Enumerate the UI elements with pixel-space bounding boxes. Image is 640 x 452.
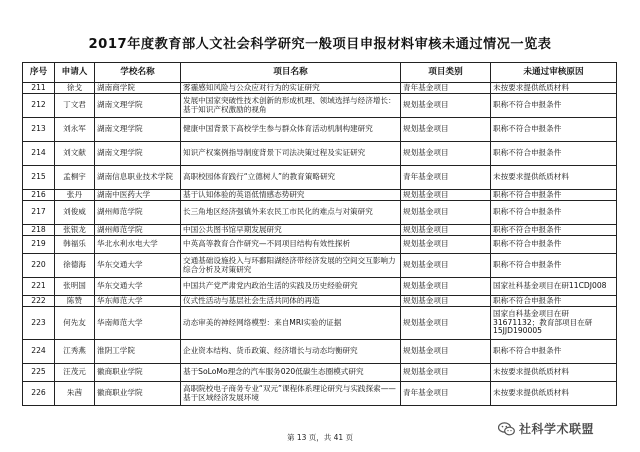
table-row	[23, 382, 617, 406]
review-table	[22, 62, 617, 406]
applicant-name: 陈赞	[55, 296, 95, 307]
school-name: 湖州师范学院	[95, 225, 181, 236]
rejection-reason: 职称不符合申报条件	[491, 94, 617, 118]
header-school: 学校名称	[95, 63, 181, 83]
applicant-name: 徐戈	[55, 83, 95, 94]
project-type: 规划基金项目	[401, 225, 491, 236]
project-type: 规划基金项目	[401, 201, 491, 225]
table-row	[23, 364, 617, 382]
table-row	[23, 166, 617, 190]
rejection-reason: 职称不符合申报条件	[491, 296, 617, 307]
project-title: 动态审美的神经网络模型：来自MRI实验的证据	[181, 307, 401, 340]
school-name: 华东交通大学	[95, 254, 181, 278]
rejection-reason: 国家自科基金项目在研31671132；教育部项目在研15JJD190005	[491, 307, 617, 340]
header-project-title: 项目名称	[181, 63, 401, 83]
school-name: 徽商职业学院	[95, 364, 181, 382]
school-name: 华东交通大学	[95, 278, 181, 296]
project-type: 青年基金项目	[401, 382, 491, 406]
wechat-icon	[498, 421, 515, 435]
project-type: 规划基金项目	[401, 190, 491, 201]
project-type: 青年基金项目	[401, 166, 491, 190]
rejection-reason: 职称不符合申报条件	[491, 118, 617, 142]
project-title: 基于SoLoMo理念的汽车服务020低碳生态圈模式研究	[181, 364, 401, 382]
row-number: 225	[23, 364, 55, 382]
project-title: 高职校园体育践行“立德树人”的教育策略研究	[181, 166, 401, 190]
applicant-name: 江秀燕	[55, 340, 95, 364]
rejection-reason: 职称不符合申报条件	[491, 190, 617, 201]
project-type: 规划基金项目	[401, 236, 491, 254]
applicant-name: 孟桐宇	[55, 166, 95, 190]
project-title: 健康中国背景下高校学生参与群众体育活动机制构建研究	[181, 118, 401, 142]
project-type: 规划基金项目	[401, 364, 491, 382]
header-project-type: 项目类别	[401, 63, 491, 83]
table-row	[23, 278, 617, 296]
project-type: 规划基金项目	[401, 94, 491, 118]
school-name: 华南师范大学	[95, 307, 181, 340]
school-name: 湖南商学院	[95, 83, 181, 94]
table-row	[23, 340, 617, 364]
table-row	[23, 142, 617, 166]
applicant-name: 朱茜	[55, 382, 95, 406]
row-number: 217	[23, 201, 55, 225]
project-type: 规划基金项目	[401, 142, 491, 166]
row-number: 224	[23, 340, 55, 364]
rejection-reason: 职称不符合申报条件	[491, 142, 617, 166]
rejection-reason: 国家社科基金项目在研11CDJ008	[491, 278, 617, 296]
rejection-reason: 未按要求提供纸质材料	[491, 166, 617, 190]
document-title: 2017年度教育部人文社会科学研究一般项目申报材料审核未通过情况一览表	[88, 37, 552, 52]
school-name: 湖南信息职业技术学院	[95, 166, 181, 190]
applicant-name: 张丹	[55, 190, 95, 201]
school-name: 湖南中医药大学	[95, 190, 181, 201]
table-row	[23, 307, 617, 340]
applicant-name: 韩福乐	[55, 236, 95, 254]
row-number: 212	[23, 94, 55, 118]
applicant-name: 张明国	[55, 278, 95, 296]
table-header-row	[23, 63, 617, 83]
table-row	[23, 236, 617, 254]
table-row	[23, 254, 617, 278]
rejection-reason: 职称不符合申报条件	[491, 201, 617, 225]
school-name: 华东师范大学	[95, 296, 181, 307]
header-no: 序号	[23, 63, 55, 83]
project-type: 规划基金项目	[401, 278, 491, 296]
row-number: 216	[23, 190, 55, 201]
applicant-name: 何先友	[55, 307, 95, 340]
header-reason: 未通过审核原因	[491, 63, 617, 83]
project-title: 交通基础设施投入与环鄱阳湖经济带经济发展的空间交互影响力综合分析及对策研究	[181, 254, 401, 278]
project-type: 规划基金项目	[401, 296, 491, 307]
rejection-reason: 未按要求提供纸质材料	[491, 83, 617, 94]
project-title: 仪式性活动与基层社会生活共同体的再造	[181, 296, 401, 307]
row-number: 219	[23, 236, 55, 254]
applicant-name: 汪茂元	[55, 364, 95, 382]
project-title: 长三角地区经济强镇外来农民工市民化的难点与对策研究	[181, 201, 401, 225]
project-type: 规划基金项目	[401, 307, 491, 340]
project-type: 规划基金项目	[401, 254, 491, 278]
applicant-name: 徐德海	[55, 254, 95, 278]
project-title: 中英高等教育合作研究—不同项目结构有效性探析	[181, 236, 401, 254]
school-name: 徽商职业学院	[95, 382, 181, 406]
school-name: 湖南文理学院	[95, 142, 181, 166]
project-title: 中国公共图书馆早期发展研究	[181, 225, 401, 236]
row-number: 214	[23, 142, 55, 166]
applicant-name: 刘俊威	[55, 201, 95, 225]
row-number: 226	[23, 382, 55, 406]
project-title: 发展中国家突破性技术创新的形成机理、领域选择与经济增长：基于知识产权激励的视角	[181, 94, 401, 118]
row-number: 223	[23, 307, 55, 340]
table-row	[23, 296, 617, 307]
applicant-name: 张银龙	[55, 225, 95, 236]
project-type: 规划基金项目	[401, 118, 491, 142]
watermark	[498, 418, 638, 438]
row-number: 211	[23, 83, 55, 94]
table-row	[23, 225, 617, 236]
school-name: 湖南文理学院	[95, 94, 181, 118]
row-number: 220	[23, 254, 55, 278]
rejection-reason: 职称不符合申报条件	[491, 225, 617, 236]
project-title: 基于认知体验的英语低情感态势研究	[181, 190, 401, 201]
project-type: 青年基金项目	[401, 83, 491, 94]
table-row	[23, 94, 617, 118]
rejection-reason: 未按要求提供纸质材料	[491, 364, 617, 382]
school-name: 湖南文理学院	[95, 118, 181, 142]
row-number: 221	[23, 278, 55, 296]
row-number: 215	[23, 166, 55, 190]
project-title: 知识产权案例指导制度背景下司法决策过程及实证研究	[181, 142, 401, 166]
project-title: 企业资本结构、货币政策、经济增长与动态均衡研究	[181, 340, 401, 364]
row-number: 222	[23, 296, 55, 307]
table-row	[23, 83, 617, 94]
rejection-reason: 未按要求提供纸质材料	[491, 382, 617, 406]
school-name: 华北水利水电大学	[95, 236, 181, 254]
row-number: 218	[23, 225, 55, 236]
applicant-name: 丁文君	[55, 94, 95, 118]
project-type: 规划基金项目	[401, 340, 491, 364]
school-name: 湖州师范学院	[95, 201, 181, 225]
watermark-text: 社科学术联盟	[519, 421, 595, 436]
row-number: 213	[23, 118, 55, 142]
page-footer: 第 13 页，共 41 页	[286, 433, 354, 442]
applicant-name: 刘文献	[55, 142, 95, 166]
header-applicant: 申请人	[55, 63, 95, 83]
project-title: 中国共产党严肃党内政治生活的实践及历史经验研究	[181, 278, 401, 296]
rejection-reason: 职称不符合申报条件	[491, 340, 617, 364]
project-title: 雾霾感知风险与公众应对行为的实证研究	[181, 83, 401, 94]
project-title: 高职院校电子商务专业“双元”课程体系理论研究与实践探索——基于区域经济发展环境	[181, 382, 401, 406]
applicant-name: 刘永军	[55, 118, 95, 142]
school-name: 淮阴工学院	[95, 340, 181, 364]
rejection-reason: 职称不符合申报条件	[491, 236, 617, 254]
table-row	[23, 190, 617, 201]
table-row	[23, 118, 617, 142]
rejection-reason: 职称不符合申报条件	[491, 254, 617, 278]
table-row	[23, 201, 617, 225]
